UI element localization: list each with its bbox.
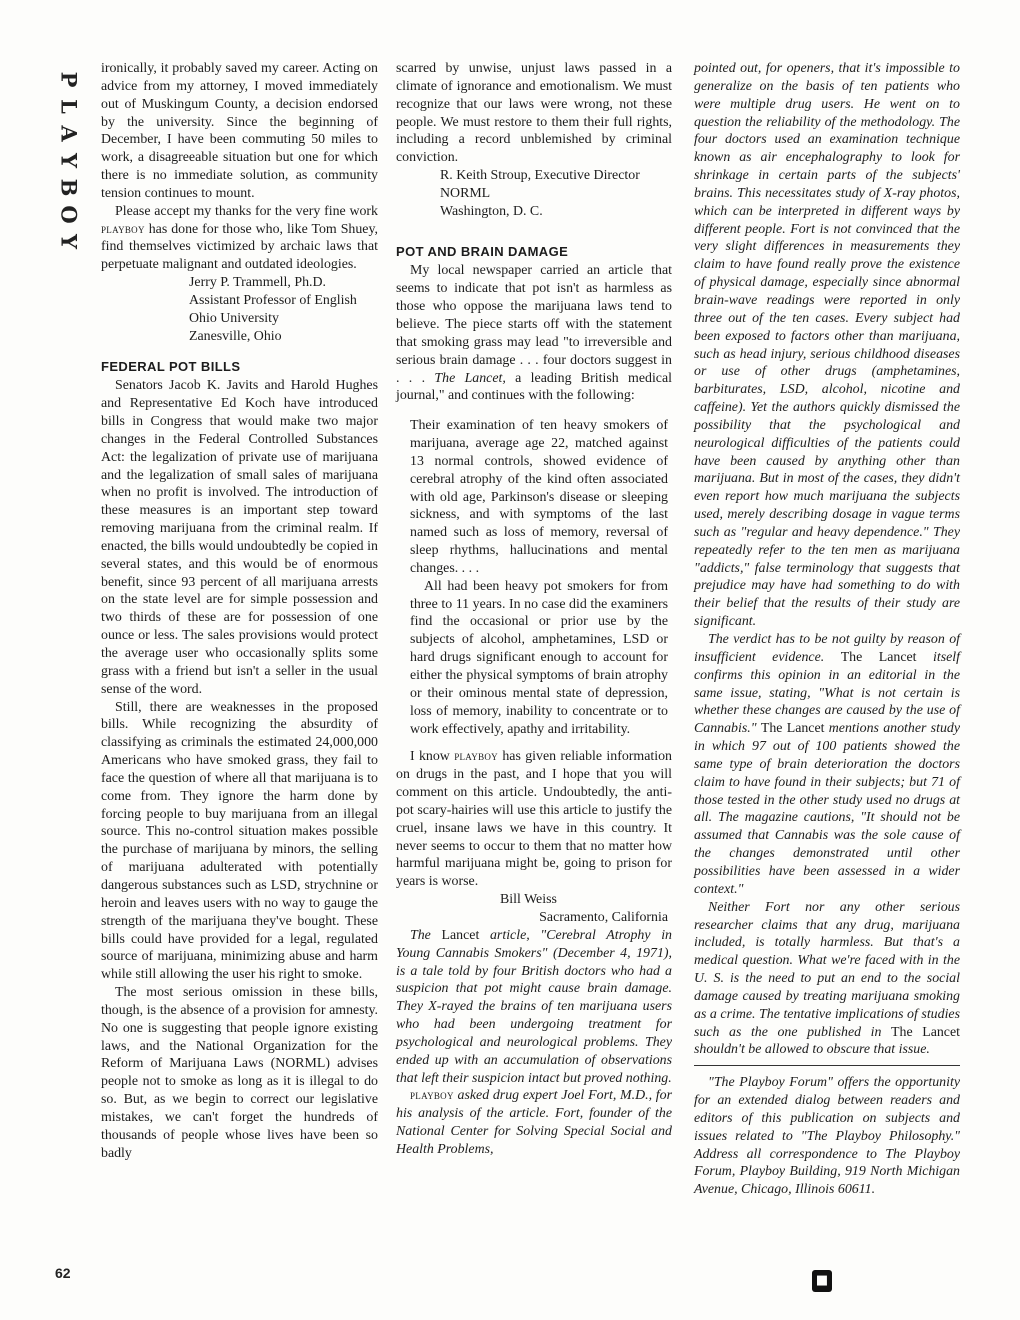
signature-location: Washington, D. C. <box>440 203 543 219</box>
paragraph: Please accept my thanks for the very fine work playboy has done for those who, like Tom Shuey, find themselves victimized by archaic laws that perpetuate malignant and outdated ideologies. <box>101 203 378 273</box>
block-quote <box>410 417 668 738</box>
editor-reply: The verdict has to be not guilty by reason of insufficient evidence. The Lancet itself confirms this opinion in an editorial in the same issue, stating, "What is not certain is whether these changes are caused by the use of Cannabis." The Lancet mentions another study in which 97 out of 100 patients showed the same type of brain deterioration the doctors claim to have found in their subjects; but 71 of those tested in the other study used no drugs at all. The magazine cautions, "It should not be assumed that Cannabis was the sole cause of the changes demonstrated until other possibilities have been assessed in a wider context." <box>694 632 960 897</box>
playboy-bunny-logo-icon: ■ <box>812 1270 832 1292</box>
masthead-letter: O <box>56 205 82 224</box>
editor-reply: Neither Fort nor any other serious researcher claims that any drug, marijuana included, is totally harmless. But that's a medical question. What we're faced with in the U. S. is the need to put an end to the social damage caused by treating marijuana smoking as a crime. The tentative implications of studies such as the one published in The Lancet shouldn't be allowed to obscure that issue. <box>694 899 960 1058</box>
editor-reply: playboy asked drug expert Joel Fort, M.D., for his analysis of the article. Fort, founder of the National Center for Solving Special Social and Health Problems, <box>396 1088 672 1157</box>
column-1 <box>101 60 378 1162</box>
masthead-letter: B <box>56 178 82 197</box>
editor-reply: The Lancet article, "Cerebral Atrophy in Young Cannabis Smokers" (December 4, 1971), is a tale told by four British doctors who had a suspicion that pot might cause brain damage. They X-rayed the brains of ten marijuana users who had been undergoing treatment for psychological and neurological problems. They ended up with an accumulation of observations that left their suspicion intact but proved nothing. <box>396 927 672 1086</box>
paragraph: Senators Jacob K. Javits and Harold Hughes and Representative Ed Koch have introduced bills in Congress that would make two major changes in the Federal Controlled Substances Act: the legalization of private use of marijuana and the legalization of small sales of marijuana when no profit is involved. The introduction of these measures is an important step toward removing marijuana from the criminal realm. If enacted, the bills would undoubtedly be copied in several states, and this would be of enormous benefit, since 93 percent of all marijuana arrests on the state level are for simple possession and two thirds of these are for possession of one ounce or less. The sales provisions would protect the average user who occasionally splits some grass with a friend but isn't a seller in the usual sense of the word. <box>101 378 378 697</box>
paragraph: My local newspaper carried an article that seems to indicate that pot isn't as harmless as those who oppose the marijuana laws tend to believe. The piece starts off with the statement that smoking grass may lead "to irreversible and serious brain damage . . . four doctors suggest in . . . The Lancet, a leading British medical journal," and continues with the following: <box>396 263 672 404</box>
section-heading: POT AND BRAIN DAMAGE <box>396 243 569 259</box>
editor-reply: pointed out, for openers, that it's impossible to generalize on the basis of ten patients who were multiple drug users. He went on to question the reliability of the methodology. The four doctors used an examination technique known as air encephalography to look for shrinkage in certain parts of the subjects' brains. This necessitates study of X-ray photos, which can be interpreted in different ways by different people. Fort is not convinced that the very slight differences in measurements they claim to have found really prove the existence of physical damage, especially since abnormal brain-wave readings were reported in only three out of the ten cases. Every subject had been exposed to factors other than marijuana, such as head injury, serious childhood diseases or use of other drugs (amphetamines, barbiturates, LSD, alcohol, nicotine and caffeine). Yet the authors quickly dismissed the possibility that the psychological and neurological difficulties of the patients could have been caused by anything other than marijuana. But in most of the cases, they didn't even report how much marijuana the subjects used, merely describing dosage in vague terms such as "regular and heavy dependence." They repeatedly refer to the ten men as marijuana "addicts," false terminology that suggests that prejudice may have had something to do with their belief that the results of their study are significant. <box>694 61 960 630</box>
paragraph: Still, there are weaknesses in the proposed bills. While recognizing the absurdity of classifying as criminals the estimated 24,000,000 Americans who have smoked grass, they fail to face the question of where all that marijuana is to come from. They ignore the harm done by forcing people to buy marijuana from an illegal source. This no-control situation makes possible the purchase of marijuana by minors, the selling of marijuana adulterated with potentially dangerous substances such as LSD, strychnine or heroin and leaves users with no way to gauge the strength of the marijuana they've bought. These bills could have provided for a legal, regulated source of marijuana, minimizing abuse and harm while still allowing the user his right to smoke. <box>101 699 378 983</box>
divider <box>694 1065 960 1066</box>
paragraph: ironically, it probably saved my career. Acting on advice from my attorney, I moved immediately out of Muskingum County, a decision endorsed by the university. Since the beginning of December, I have been commuting 50 miles to work, a disagreeable situation but one for which there is no immediate solution, as community tension continues to mount. <box>101 61 378 201</box>
quote-paragraph: Their examination of ten heavy smokers of marijuana, average age 22, matched against 13 normal controls, showed evidence of cerebral atrophy of the kind often associated with old age, Parkinson's disease or sleeping sickness, and with symptoms of the last named such as loss of memory, reversal of sleep rhythms, hallucinations and mental changes. . . . <box>410 418 668 576</box>
brand-name: playboy <box>454 749 498 764</box>
signature-organization: NORML <box>440 185 491 201</box>
page-number: 62 <box>55 1265 71 1281</box>
masthead-letter: L <box>56 99 82 114</box>
forum-notice: "The Playboy Forum" offers the opportunity for an extended dialog between readers and editors of this publication on subjects and issues related to "The Playboy Philosophy." Address all correspondence to The Playboy Forum, Playboy Building, 919 North Michigan Avenue, Chicago, Illinois 60611. <box>694 1075 960 1198</box>
paragraph: scarred by unwise, unjust laws passed in a climate of ignorance and emotionalism. We must recognize that our laws were wrong, not these people. We must restore to them their full rights, including a record unblemished by criminal conviction. <box>396 61 672 166</box>
signature-affiliation: Ohio University <box>189 310 279 326</box>
paragraph: The most serious omission in these bills, though, is the absence of a provision for amnesty. No one is suggesting that people ignore existing laws, and the National Organization for the Reform of Marijuana Laws (NORML) advises people not to smoke as long as it is illegal to do so. But, as we begin to correct our legislative mistakes, we can't forget the hundreds of thousands of people whose lives have been so badly <box>101 985 378 1161</box>
signature-name: Jerry P. Trammell, Ph.D. <box>189 275 326 291</box>
signature-name: Bill Weiss <box>500 892 557 908</box>
section-heading: FEDERAL POT BILLS <box>101 358 241 374</box>
masthead-letter: Y <box>56 234 82 249</box>
signature-name: R. Keith Stroup, Executive Director <box>440 168 640 184</box>
quote-paragraph: All had been heavy pot smokers for from three to 11 years. In no case did the examiners find the occasional or prior use by the subjects of alcohol, amphetamines, LSD or hard drugs significant enough to account for either the physical symptoms of brain atrophy or their ominous mental state of depression, loss of memory, inability to concentrate or to work effectively, apathy and irritability. <box>410 578 668 737</box>
signature-location: Sacramento, California <box>539 909 668 925</box>
column-2 <box>396 60 672 1159</box>
brand-name: playboy <box>101 221 145 236</box>
signature-location: Zanesville, Ohio <box>189 328 282 344</box>
masthead-letter: P <box>56 71 82 88</box>
column-3 <box>694 60 960 1199</box>
paragraph: I know playboy has given reliable information on drugs in the past, and I hope that you will comment on this article. Undoubtedly, the anti-pot scary-hairies will use this article to justify the cruel, insane laws we have in this country. It never seems to occur to them that no matter how harmful marijuana might be, going to prison for years is worse. <box>396 749 672 890</box>
brand-name: playboy <box>410 1088 454 1103</box>
masthead-letter: A <box>56 125 82 142</box>
signature-title: Assistant Professor of English <box>189 292 357 308</box>
magazine-masthead <box>52 66 80 255</box>
masthead-letter: Y <box>56 153 82 168</box>
